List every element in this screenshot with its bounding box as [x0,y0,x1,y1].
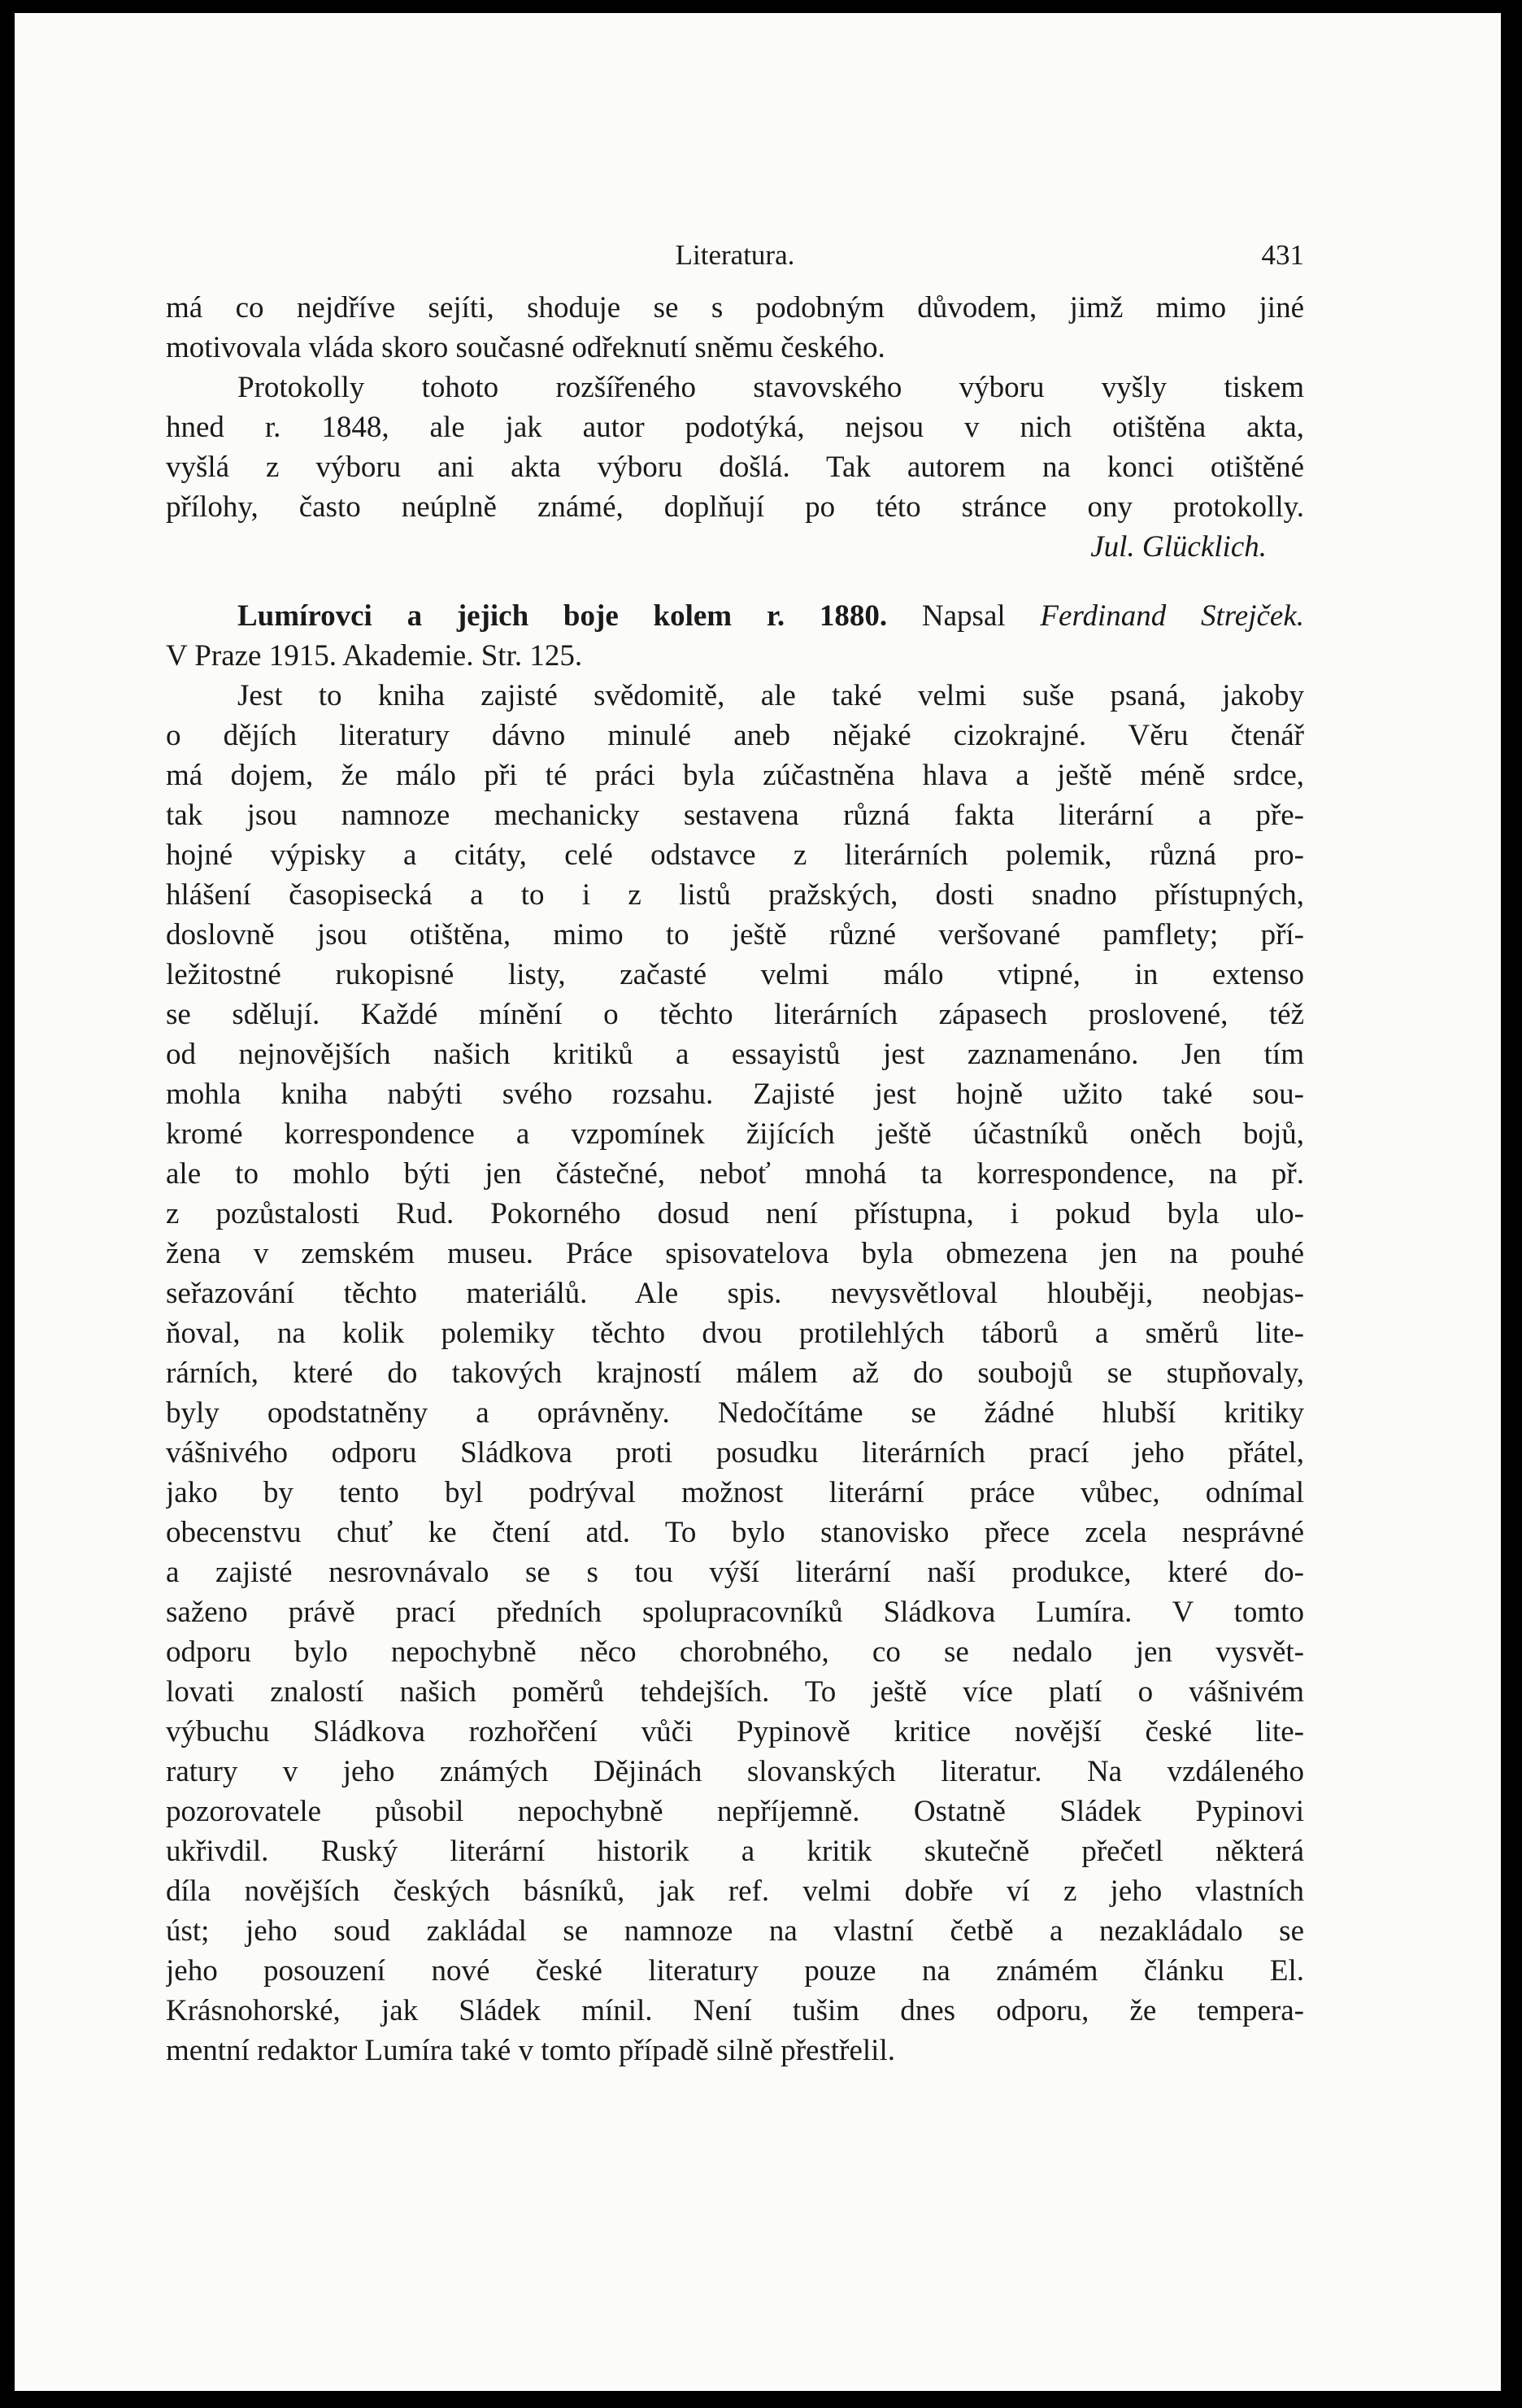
text-line: přílohy, často neúplně známé, doplňují po této stránce ony protokolly. [166,490,1304,524]
text-line: o dějích literatury dávno minulé aneb nějaké cizokrajné. Věru čtenář [166,719,1304,752]
book-title: Lumírovci a jejich boje kolem r. 1880. [237,599,888,633]
text-line: výbuchu Sládkova rozhořčení vůči Pypinově kritice novější české lite- [166,1715,1304,1748]
book-imprint: V Praze 1915. Akademie. Str. 125. [166,639,583,673]
text-line: kromé korrespondence a vzpomínek žijících ještě účastníků oněch bojů, [166,1117,1304,1151]
text-line: vyšlá z výboru ani akta výboru došlá. Tak autorem na konci otištěné [166,451,1304,484]
text-line: Krásnohorské, jak Sládek mínil. Není tušim dnes odporu, že tempera- [166,1994,1304,2027]
text-line: ležitostné rukopisné listy, začasté velmi málo vtipné, in extenso [166,958,1304,991]
text-line: lovati znalostí našich poměrů tehdejších. To ještě více platí o vášnivém [166,1675,1304,1709]
text-line: odporu bylo nepochybně něco chorobného, co se nedalo jen vysvět- [166,1635,1304,1669]
text-line: ratury v jeho známých Dějinách slovanských literatur. Na vzdáleného [166,1755,1304,1788]
text-line: hlášení časopisecká a to i z listů pražských, dosti snadno přístupných, [166,878,1304,912]
text-line: seřazování těchto materiálů. Ale spis. nevysvětloval hlouběji, neobjas- [166,1277,1304,1310]
text-line: má co nejdříve sejíti, shoduje se s podobným důvodem, jimž mimo jiné [166,291,1304,324]
text-line: a zajisté nesrovnávalo se s tou výší literární naší produkce, které do- [166,1556,1304,1589]
text-line: mohla kniha nabýti svého rozsahu. Zajisté jest hojně užito také sou- [166,1078,1304,1111]
by-label: Napsal [921,599,1006,633]
text-line: ukřivdil. Ruský literární historik a kritik skutečně přečetl některá [166,1835,1304,1868]
running-title: Literatura. [675,239,795,271]
text-line: tak jsou namnoze mechanicky sestavena různá fakta literární a pře- [166,799,1304,832]
text-line: úst; jeho soud zakládal se namnoze na vlastní četbě a nezakládalo se [166,1914,1304,1948]
text-line: z pozůstalosti Rud. Pokorného dosud není přístupna, i pokud byla ulo- [166,1197,1304,1230]
text-line: se sdělují. Každé mínění o těchto literárních zápasech proslovené, též [166,998,1304,1031]
text-line: jeho posouzení nové české literatury pouze na známém článku El. [166,1954,1304,1988]
reviewer-signature: Jul. Glücklich. [1090,530,1267,564]
text-line: rárních, které do takových krajností málem až do soubojů se stupňovaly, [166,1356,1304,1390]
review-heading [166,596,1304,676]
page-header [166,239,1304,288]
text-line: díla novějších českých básníků, jak ref. velmi dobře ví z jeho vlastních [166,1875,1304,1908]
paragraph-protocols [166,288,1304,527]
text-line: doslovně jsou otištěna, mimo to ještě různé veršované pamflety; pří- [166,918,1304,951]
paragraph-review [166,676,1304,2071]
text-line: od nejnovějších našich kritiků a essayistů jest zaznamenáno. Jen tím [166,1038,1304,1071]
book-author: Ferdinand Strejček. [1040,599,1304,633]
review-heading-line [166,596,1304,636]
text-line: obecenstvu chuť ke čtení atd. To bylo stanovisko přece zcela nesprávné [166,1516,1304,1549]
page-content [166,239,1304,2071]
text-line: byly opodstatněny a oprávněny. Nedočítáme se žádné hlubší kritiky [166,1396,1304,1430]
text-line: Protokolly tohoto rozšířeného stavovského výboru vyšly tiskem [237,371,1304,404]
text-line: vášnivého odporu Sládkova proti posudku literárních prací jeho přátel, [166,1436,1304,1470]
text-line: saženo právě prací předních spolupracovníků Sládkova Lumíra. V tomto [166,1596,1304,1629]
text-line: hojné výpisky a citáty, celé odstavce z literárních polemik, různá pro- [166,838,1304,872]
text-line: ňoval, na kolik polemiky těchto dvou protilehlých táborů a směrů lite- [166,1317,1304,1350]
text-line: pozorovatele působil nepochybně nepříjemně. Ostatně Sládek Pypinovi [166,1795,1304,1828]
book-page [15,13,1501,2391]
text-line: jako by tento byl podrýval možnost literární práce vůbec, odnímal [166,1476,1304,1509]
text-line: ale to mohlo býti jen částečné, neboť mnohá ta korrespondence, na př. [166,1157,1304,1191]
text-line: má dojem, že málo při té práci byla zúčastněna hlava a ještě méně srdce, [166,759,1304,792]
text-line: Jest to kniha zajisté svědomitě, ale také velmi suše psaná, jakoby [237,679,1304,712]
text-line: hned r. 1848, ale jak autor podotýká, nejsou v nich otištěna akta, [166,411,1304,444]
text-line: motivovala vláda skoro současné odřeknutí sněmu českého. [166,331,885,364]
text-line: mentní redaktor Lumíra také v tomto případě silně přestřelil. [166,2034,895,2067]
page-number: 431 [1261,239,1304,271]
text-line: žena v zemském museu. Práce spisovatelova byla obmezena jen na pouhé [166,1237,1304,1270]
